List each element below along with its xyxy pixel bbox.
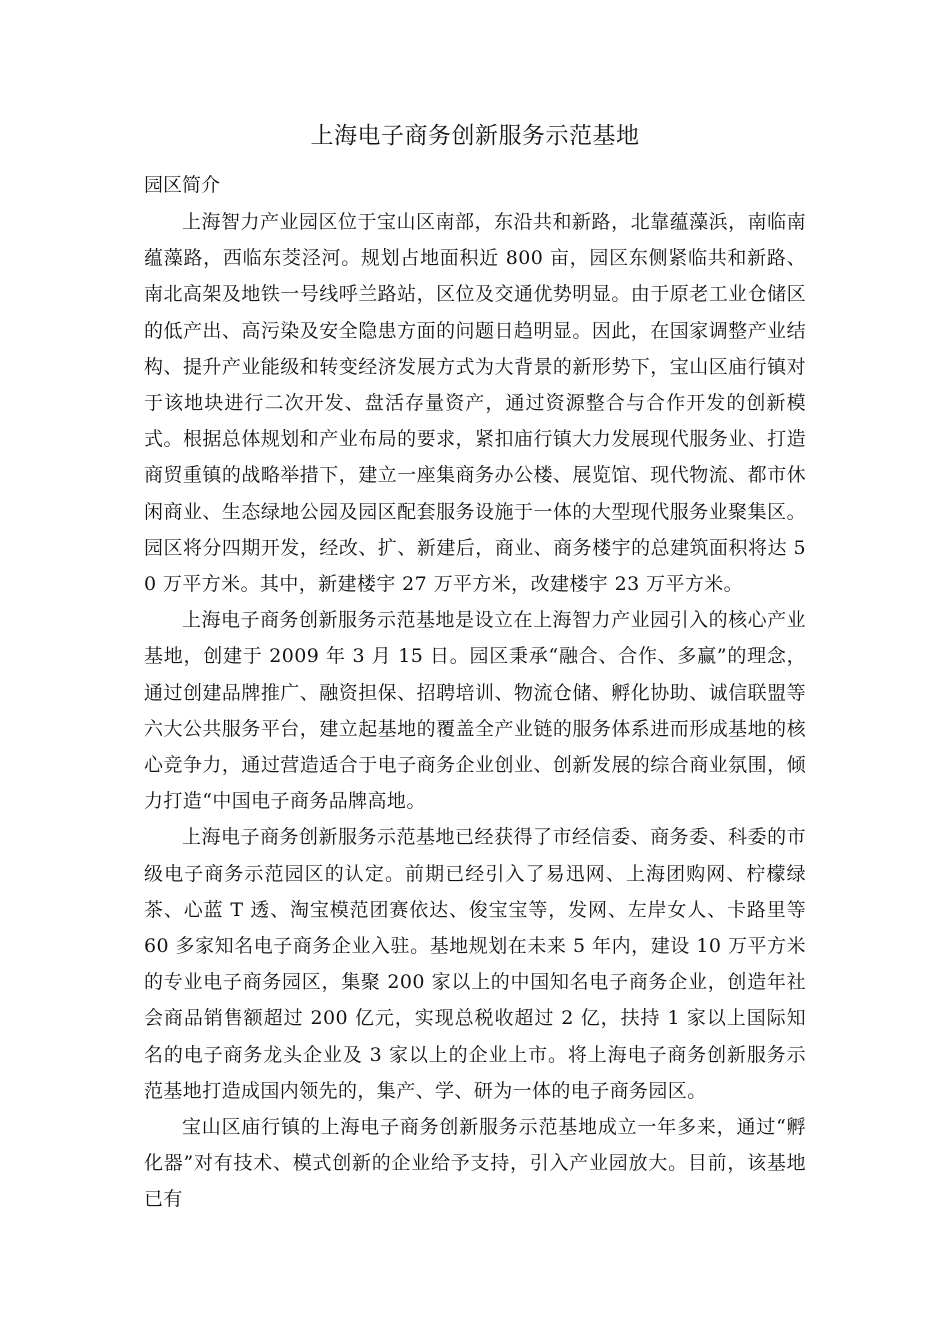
paragraph-base-introduction: 上海电子商务创新服务示范基地是设立在上海智力产业园引入的核心产业基地，创建于 2009 年 3 月 15 日。园区秉承“融合、合作、多赢”的理念，通过创建品牌推广、融资担保、招聘培训、物流仓储、孵化协助、诚信联盟等六大公共服务平台，建立起基地的覆盖全产业链的服务体系进而形成基地的核心竞争力，通过营造适合于电子商务企业创业、创新发展的综合商业氛围，倾力打造“中国电子商务品牌高地。: [144, 609, 806, 813]
document-body: [144, 204, 806, 1218]
paragraph-base-achievements: 上海电子商务创新服务示范基地已经获得了市经信委、商务委、科委的市级电子商务示范园区的认定。前期已经引入了易迅网、上海团购网、柠檬绿茶、心蓝 T 透、淘宝模范团赛依达、俊宝宝等，发网、左岸女人、卡路里等 60 多家知名电子商务企业入驻。基地规划在未来 5 年内，建设 10 万平方米的专业电子商务园区，集聚 200 家以上的中国知名电子商务企业，创造年社会商品销售额超过 200 亿元，实现总税收超过 2 亿，扶持 1 家以上国际知名的电子商务龙头企业及 3 家以上的企业上市。将上海电子商务创新服务示范基地打造成国内领先的，集产、学、研为一体的电子商务园区。: [144, 826, 806, 1102]
paragraph-park-overview: 上海智力产业园区位于宝山区南部，东沿共和新路，北靠蕴藻浜，南临南蕴藻路，西临东茭泾河。规划占地面积近 800 亩，园区东侧紧临共和新路、南北高架及地铁一号线呼兰路站，区位及交通优势明显。由于原老工业仓储区的低产出、高污染及安全隐患方面的问题日趋明显。因此，在国家调整产业结构、提升产业能级和转变经济发展方式为大背景的新形势下，宝山区庙行镇对于该地块进行二次开发、盘活存量资产，通过资源整合与合作开发的创新模式。根据总体规划和产业布局的要求，紧扣庙行镇大力发展现代服务业、打造商贸重镇的战略举措下，建立一座集商务办公楼、展览馆、现代物流、都市休闲商业、生态绿地公园及园区配套服务设施于一体的大型现代服务业聚集区。园区将分四期开发，经改、扩、新建后，商业、商务楼宇的总建筑面积将达 50 万平方米。其中，新建楼宇 27 万平方米，改建楼宇 23 万平方米。: [144, 211, 806, 596]
document-title: 上海电子商务创新服务示范基地: [310, 123, 640, 149]
section-heading: 园区简介: [144, 174, 221, 196]
paragraph-incubator: 宝山区庙行镇的上海电子商务创新服务示范基地成立一年多来，通过“孵化器”对有技术、模式创新的企业给予支持，引入产业园放大。目前，该基地已有: [144, 1116, 806, 1211]
